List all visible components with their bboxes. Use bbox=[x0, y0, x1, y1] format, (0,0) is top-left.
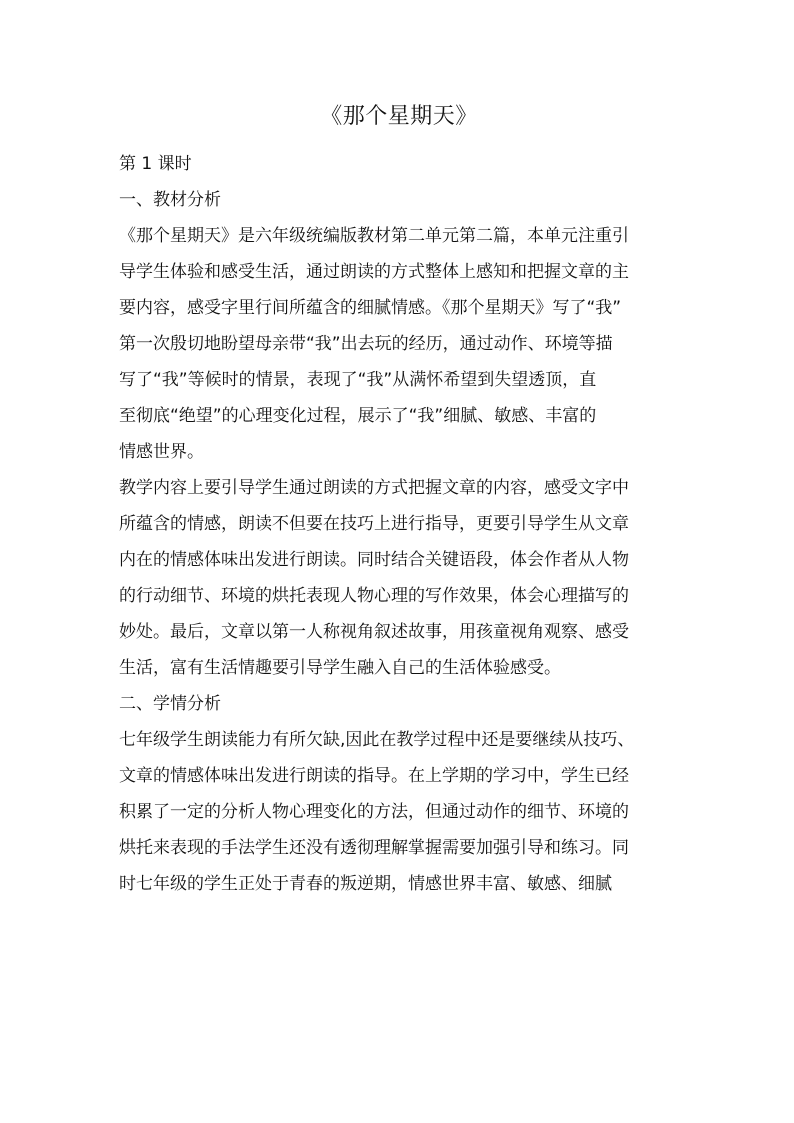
document-title: 《那个星期天》 bbox=[320, 104, 478, 129]
paragraph-student-analysis bbox=[119, 722, 679, 902]
text-line: 文章的情感体味出发进行朗读的指导。在上学期的学习中，学生已经 bbox=[119, 766, 629, 786]
text-line: 至彻底“绝望”的心理变化过程，展示了“我”细腻、敏感、丰富的 bbox=[119, 406, 597, 426]
text-line: 情感世界。 bbox=[119, 442, 204, 462]
text-line: 时七年级的学生正处于青春的叛逆期，情感世界丰富、敏感、细腻 bbox=[119, 874, 612, 894]
text-line: 积累了一定的分析人物心理变化的方法，但通过动作的细节、环境的 bbox=[119, 802, 629, 822]
text-line: 要内容，感受字里行间所蕴含的细腻情感。《那个星期天》写了“我” bbox=[119, 298, 622, 318]
paragraph-material-intro bbox=[119, 218, 679, 470]
paragraph-teaching-content bbox=[119, 470, 679, 686]
lesson-label: 第 1 课时 bbox=[119, 154, 192, 174]
section-heading-teaching-material: 一、教材分析 bbox=[119, 190, 221, 210]
text-line: 所蕴含的情感，朗读不但要在技巧上进行指导，更要引导学生从文章 bbox=[119, 514, 629, 534]
text-line: 妙处。最后，文章以第一人称视角叙述故事，用孩童视角观察、感受 bbox=[119, 622, 629, 642]
text-line: 写了“我”等候时的情景，表现了“我”从满怀希望到失望透顶，直 bbox=[119, 370, 597, 390]
document-body bbox=[119, 102, 679, 902]
text-line: 导学生体验和感受生活，通过朗读的方式整体上感知和把握文章的主 bbox=[119, 262, 629, 282]
text-line: 烘托来表现的手法学生还没有透彻理解掌握需要加强引导和练习。同 bbox=[119, 838, 629, 858]
text-line: 内在的情感体味出发进行朗读。同时结合关键语段，体会作者从人物 bbox=[119, 550, 629, 570]
text-line: 教学内容上要引导学生通过朗读的方式把握文章的内容，感受文字中 bbox=[119, 478, 629, 498]
text-line: 生活，富有生活情趣要引导学生融入自己的生活体验感受。 bbox=[119, 658, 561, 678]
section-heading-student-analysis: 二、学情分析 bbox=[119, 694, 221, 714]
text-line: 的行动细节、环境的烘托表现人物心理的写作效果，体会心理描写的 bbox=[119, 586, 629, 606]
text-line: 《那个星期天》是六年级统编版教材第二单元第二篇，本单元注重引 bbox=[119, 226, 629, 246]
text-line: 七年级学生朗读能力有所欠缺,因此在教学过程中还是要继续从技巧、 bbox=[119, 730, 635, 750]
text-line: 第一次殷切地盼望母亲带“我”出去玩的经历，通过动作、环境等描 bbox=[119, 334, 613, 354]
